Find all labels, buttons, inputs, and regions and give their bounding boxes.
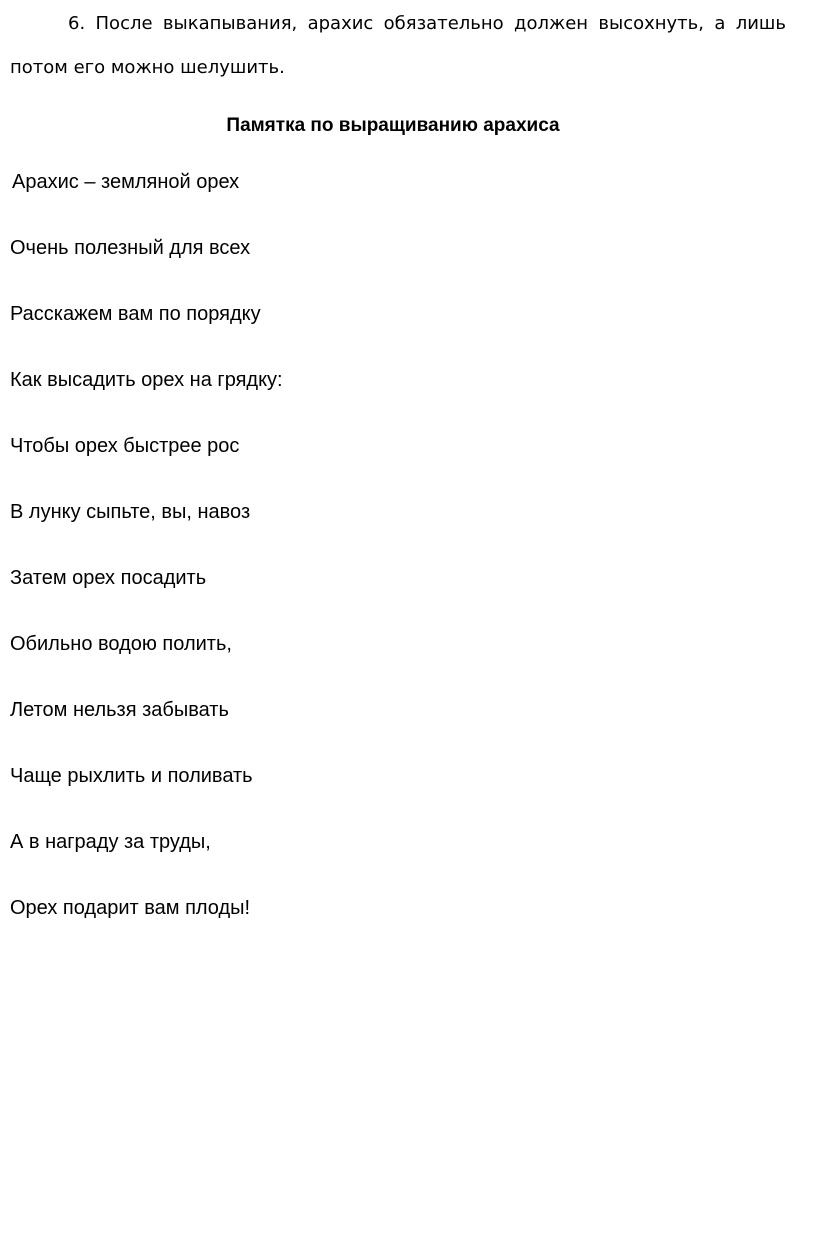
poem-line: В лунку сыпьте, вы, навоз [10, 501, 251, 523]
poem-line: Очень полезный для всех [10, 237, 251, 259]
poem-line: Расскажем вам по порядку [10, 303, 261, 325]
poem-line: Обильно водою полить, [10, 633, 232, 655]
poem [10, 166, 283, 958]
poem-line: Как высадить орех на грядку: [10, 369, 283, 391]
intro-paragraph: 6. После выкапывания, арахис обязательно должен высохнуть, а лишь потом его можно шелушить. [10, 13, 786, 78]
poem-line: Арахис – земляной орех [12, 171, 240, 193]
poem-line: Чтобы орех быстрее рос [10, 435, 240, 457]
poem-line: А в награду за труды, [10, 831, 211, 853]
poem-line: Затем орех посадить [10, 567, 207, 589]
document-heading: Памятка по выращиванию арахиса [226, 115, 560, 136]
poem-line: Чаще рыхлить и поливать [10, 765, 253, 787]
poem-line: Орех подарит вам плоды! [10, 897, 251, 919]
poem-line: Летом нельзя забывать [10, 699, 229, 721]
